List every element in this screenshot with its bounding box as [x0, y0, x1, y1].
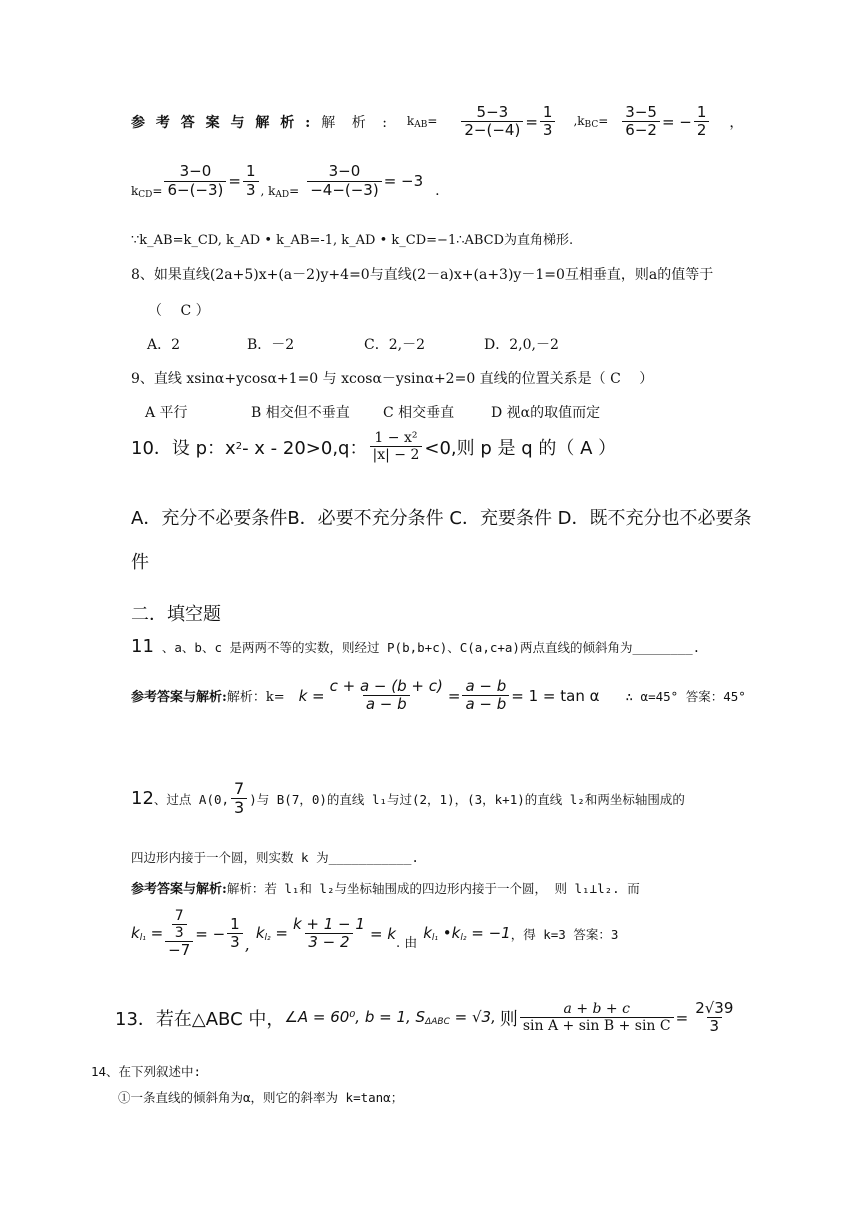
q11-jiexi: 解析：k= — [226, 690, 285, 706]
q12-pre: 、过点 A(0, — [153, 791, 230, 807]
q9-stem: 9、直线 xsinα+ycosα+1=0 与 xcosα－ysinα+2=0 直线的位置关系是（ C ） — [131, 371, 654, 387]
q11-tail: = 1 = tan α — [511, 686, 600, 705]
q14-item1: ①一条直线的倾斜角为α，则它的斜率为 k=tanα； — [118, 1090, 404, 1105]
q11-stem — [131, 636, 700, 657]
q11-number: 11 — [131, 636, 154, 657]
q13-stem — [115, 1000, 738, 1036]
q13-eq: = — [675, 1008, 689, 1027]
q7-conclusion: ∵k_AB=k_CD, k_AD • k_AB=-1, k_AD • k_CD=−1∴ABCD为直角梯形. — [131, 233, 574, 248]
q12-number: 12 — [131, 788, 154, 810]
q12-jiexi: 解析：若 l₁和 l₂与坐标轴围成的四边形内接于一个圆， 则 l₁⊥l₂. 而 — [226, 880, 640, 896]
q12-post: )与 B(7，0)的直线 l₁与过(2，1)，(3，k+1)的直线 l₂和两坐标轴围成的 — [249, 791, 685, 807]
q11-text: 、a、b、c 是两两不等的实数，则经过 P(b,b+c)、C(a,c+a)两点直线的倾斜角为________. — [161, 639, 701, 655]
q9-option-a: A 平行 — [145, 405, 188, 421]
q12-you: . 由 — [395, 936, 418, 952]
section-heading-fill-in: 二．填空题 — [131, 604, 221, 625]
q11-answer-label: 参考答案与解析: — [131, 690, 227, 706]
q8-option-d: D．2,0,－2 — [484, 337, 559, 353]
q11-result: ∴ α=45° 答案：45° — [625, 688, 746, 704]
q11-frac2: $\frac{a - b}{a - b}$ — [462, 678, 509, 714]
q12-k2: $k_{l_2}$ = — [255, 924, 288, 944]
q10-options-line2: 件 — [131, 552, 149, 573]
q7-frac-kad: $\frac{3-0}{-4-(-3)}$ — [307, 163, 382, 199]
q13-answer: $\frac{2√39}{3}$ — [695, 999, 734, 1036]
q7-kad-result: = −3 — [383, 172, 424, 190]
q12-k1: $k_{l_1}$ = — [131, 924, 164, 944]
q7-jiexi: 解 析 : — [321, 114, 393, 131]
q13-condition: ∠A = 60⁰, b = 1, $S_{\Delta ABC} = √3$, — [284, 1008, 496, 1028]
q12-equations: $k_{l_1}$ = $\frac{\frac{7}{3}}{-7}$ = − $\frac{1}{3}$ , $k_{l_2}$ = $\frac{k + 1 - 1}{3 - 2}$ = k . 由 $k_{l_1}$ $•k_{l_2} = -1$ ，得 k=3 答案：3 — [131, 908, 619, 960]
q8-option-b: B．－2 — [247, 337, 295, 353]
q7-kab: $k_{AB}=$ — [406, 113, 438, 130]
q11-answer: 参考答案与解析: 解析：k= k = $\frac{c + a - (b + c)}{a - b}$ = $\frac{a - b}{a - b}$ = 1 = tan α ∴ α=45° 答案：45° — [131, 677, 746, 714]
q11-k: k = — [298, 686, 325, 705]
q10-mid: - x - 20>0,q： — [242, 437, 368, 459]
q10-fraction: $\frac{\text{1 − x²}}{|x| - 2}$ — [370, 430, 423, 463]
q7-kad: , $k_{AD}=$ — [260, 184, 300, 200]
q11-frac1: $\frac{c + a - (b + c)}{a - b}$ — [329, 677, 443, 714]
q12-result: ，得 k=3 答案：3 — [510, 926, 619, 942]
q9-option-b: B 相交但不垂直 — [251, 405, 350, 421]
q12-k2-frac: $\frac{k + 1 - 1}{3 - 2}$ — [292, 914, 365, 952]
q8-stem: 8、如果直线(2a+5)x+(a－2)y+4=0与直线(2－a)x+(a+3)y－1=0互相垂直，则a的值等于 — [131, 267, 714, 283]
q7-answer-line2: $k_{CD}=$ $\frac{3-0}{6-(-3)}$ = $\frac{1}{3}$ , $k_{AD}=$ $\frac{3-0}{-4-(-3)}$ = −3 . — [131, 162, 440, 200]
q7-answer-label: 参 考 答 案 与 解 析 : — [131, 114, 314, 131]
q12-k2-result: = k — [369, 924, 396, 943]
q10-options-line1: A．充分不必要条件B．必要不充分条件 C．充要条件 D．既不充分也不必要条 — [131, 508, 752, 529]
q12-product: $k_{l_1}$ $•k_{l_2} = -1$ — [423, 924, 511, 944]
q12-stem — [131, 780, 685, 818]
q8-option-c: C．2,－2 — [364, 337, 425, 353]
q12-k1-result: $\frac{1}{3}$ — [227, 916, 243, 952]
q9-option-c: C 相交垂直 — [383, 405, 455, 421]
q7-frac-kbc: $\frac{3-5}{6-2}$ — [622, 104, 660, 140]
q10-post: <0,则 p 是 q 的（ A ） — [424, 437, 617, 459]
q12-answer — [131, 878, 640, 897]
q12-line2: 四边形内接于一个圆，则实数 k 为___________. — [131, 850, 419, 865]
q14-stem: 14、在下列叙述中: — [91, 1064, 202, 1079]
q7-kbc: $,k_{BC}=$ — [573, 113, 609, 130]
q10-pre: 10．设 p：x — [131, 437, 236, 459]
q7-frac-kbc-result: $\frac{1}{2}$ — [694, 104, 710, 140]
q7-kcd: $k_{CD}=$ — [131, 184, 163, 200]
q10-stem: 10．设 p：x 2 - x - 20>0,q： $\frac{\text{1 − x²}}{|x| - 2}$ <0,则 p 是 q 的（ A ） — [131, 430, 617, 464]
q13-ze: 则 — [499, 1008, 518, 1030]
q7-frac-kcd: $\frac{3-0}{6-(-3)}$ — [164, 163, 226, 199]
q8-option-a: A．2 — [147, 337, 181, 353]
q7-frac-kab-result: $\frac{1}{3}$ — [540, 104, 556, 140]
q13-pre: 13．若在△ABC 中， — [115, 1008, 285, 1030]
q7-frac-kab: $\frac{5-3}{2-(-4)}$ — [461, 104, 523, 140]
q13-frac: $\frac{a + b + c}{\text{sin A + sin B + sin C}}$ — [520, 1001, 674, 1034]
q12-answer-label: 参考答案与解析: — [131, 882, 227, 897]
q9-option-d: D 视α的取值而定 — [491, 405, 601, 421]
q12-frac: $\frac{7}{3}$ — [231, 780, 247, 818]
q12-k1-frac: $\frac{\frac{7}{3}}{-7}$ — [165, 908, 193, 959]
q7-frac-kcd-result: $\frac{1}{3}$ — [243, 163, 259, 199]
q7-answer-line1: 参 考 答 案 与 解 析 : 解 析 : $k_{AB}=$ $\frac{5-3}{2-(-4)}$ = $\frac{1}{3}$ $,k_{BC}=$ $\frac{3-5}{6-2}$ = − $\frac{1}{2}$ ， — [131, 103, 744, 140]
q8-answer: （ C ） — [148, 303, 210, 319]
